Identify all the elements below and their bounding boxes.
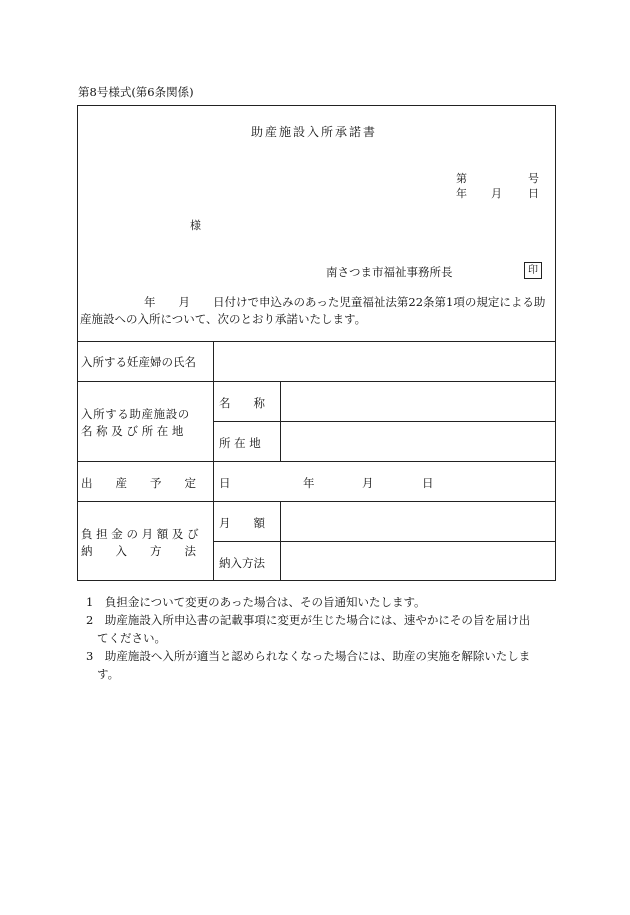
row-divider [77, 501, 556, 502]
body-text-line-2: 産施設への入所について、次のとおり承諾いたします。 [80, 312, 367, 326]
body-text-line-1: 年 月 日付けで申込みのあった児童福祉法第22条第1項の規定による助 [144, 295, 546, 309]
note-2-line-2: てください。 [97, 631, 166, 645]
column-divider [213, 341, 214, 581]
document-title: 助産施設入所承諾書 [251, 125, 378, 139]
facility-name-label: 名 称 [219, 396, 265, 410]
patient-name-label: 入所する妊産婦の氏名 [81, 355, 196, 369]
row-divider [213, 541, 556, 542]
issuer-name: 南さつま市福祉事務所長 [326, 265, 453, 279]
note-3-line-1: 3 助産施設へ入所が適当と認められなくなった場合には、助産の実施を解除いたしま [86, 649, 531, 663]
due-date-month: 月 [362, 476, 374, 490]
date-month-label: 月 [491, 187, 502, 200]
row-divider [213, 421, 556, 422]
form-number-label: 第8号様式(第6条関係) [78, 85, 194, 99]
due-date-year: 年 [303, 476, 315, 490]
note-3-line-2: す。 [97, 667, 120, 681]
note-1: 1 負担金について変更のあった場合は、その旨通知いたします。 [86, 595, 426, 609]
facility-label-line-1: 入所する助産施設の [81, 407, 190, 421]
facility-address-label: 所 在 地 [219, 436, 261, 450]
row-divider [77, 381, 556, 382]
date-day-label: 日 [528, 187, 539, 200]
due-date-day: 日 [422, 476, 434, 490]
seal-stamp: 印 [524, 262, 542, 279]
due-date-label: 出 産 予 定 日 [81, 476, 231, 490]
payment-method-label: 納入方法 [219, 556, 265, 570]
column-divider [280, 381, 281, 461]
column-divider [280, 501, 281, 581]
recipient-honorific: 様 [190, 219, 201, 232]
form-frame [77, 105, 556, 581]
document-number-prefix: 第 [456, 172, 467, 185]
date-year-label: 年 [456, 187, 467, 200]
note-2-line-1: 2 助産施設入所申込書の記載事項に変更が生じた場合には、速やかにその旨を届け出 [86, 613, 531, 627]
document-number-suffix: 号 [528, 172, 539, 185]
facility-label-line-2: 名 称 及 び 所 在 地 [81, 424, 184, 438]
payment-label-line-1: 負 担 金 の 月 額 及 び [81, 527, 199, 541]
payment-label-line-2: 納 入 方 法 [81, 544, 196, 558]
row-divider [77, 461, 556, 462]
table-top-border [77, 341, 556, 342]
monthly-amount-label: 月 額 [219, 516, 265, 530]
